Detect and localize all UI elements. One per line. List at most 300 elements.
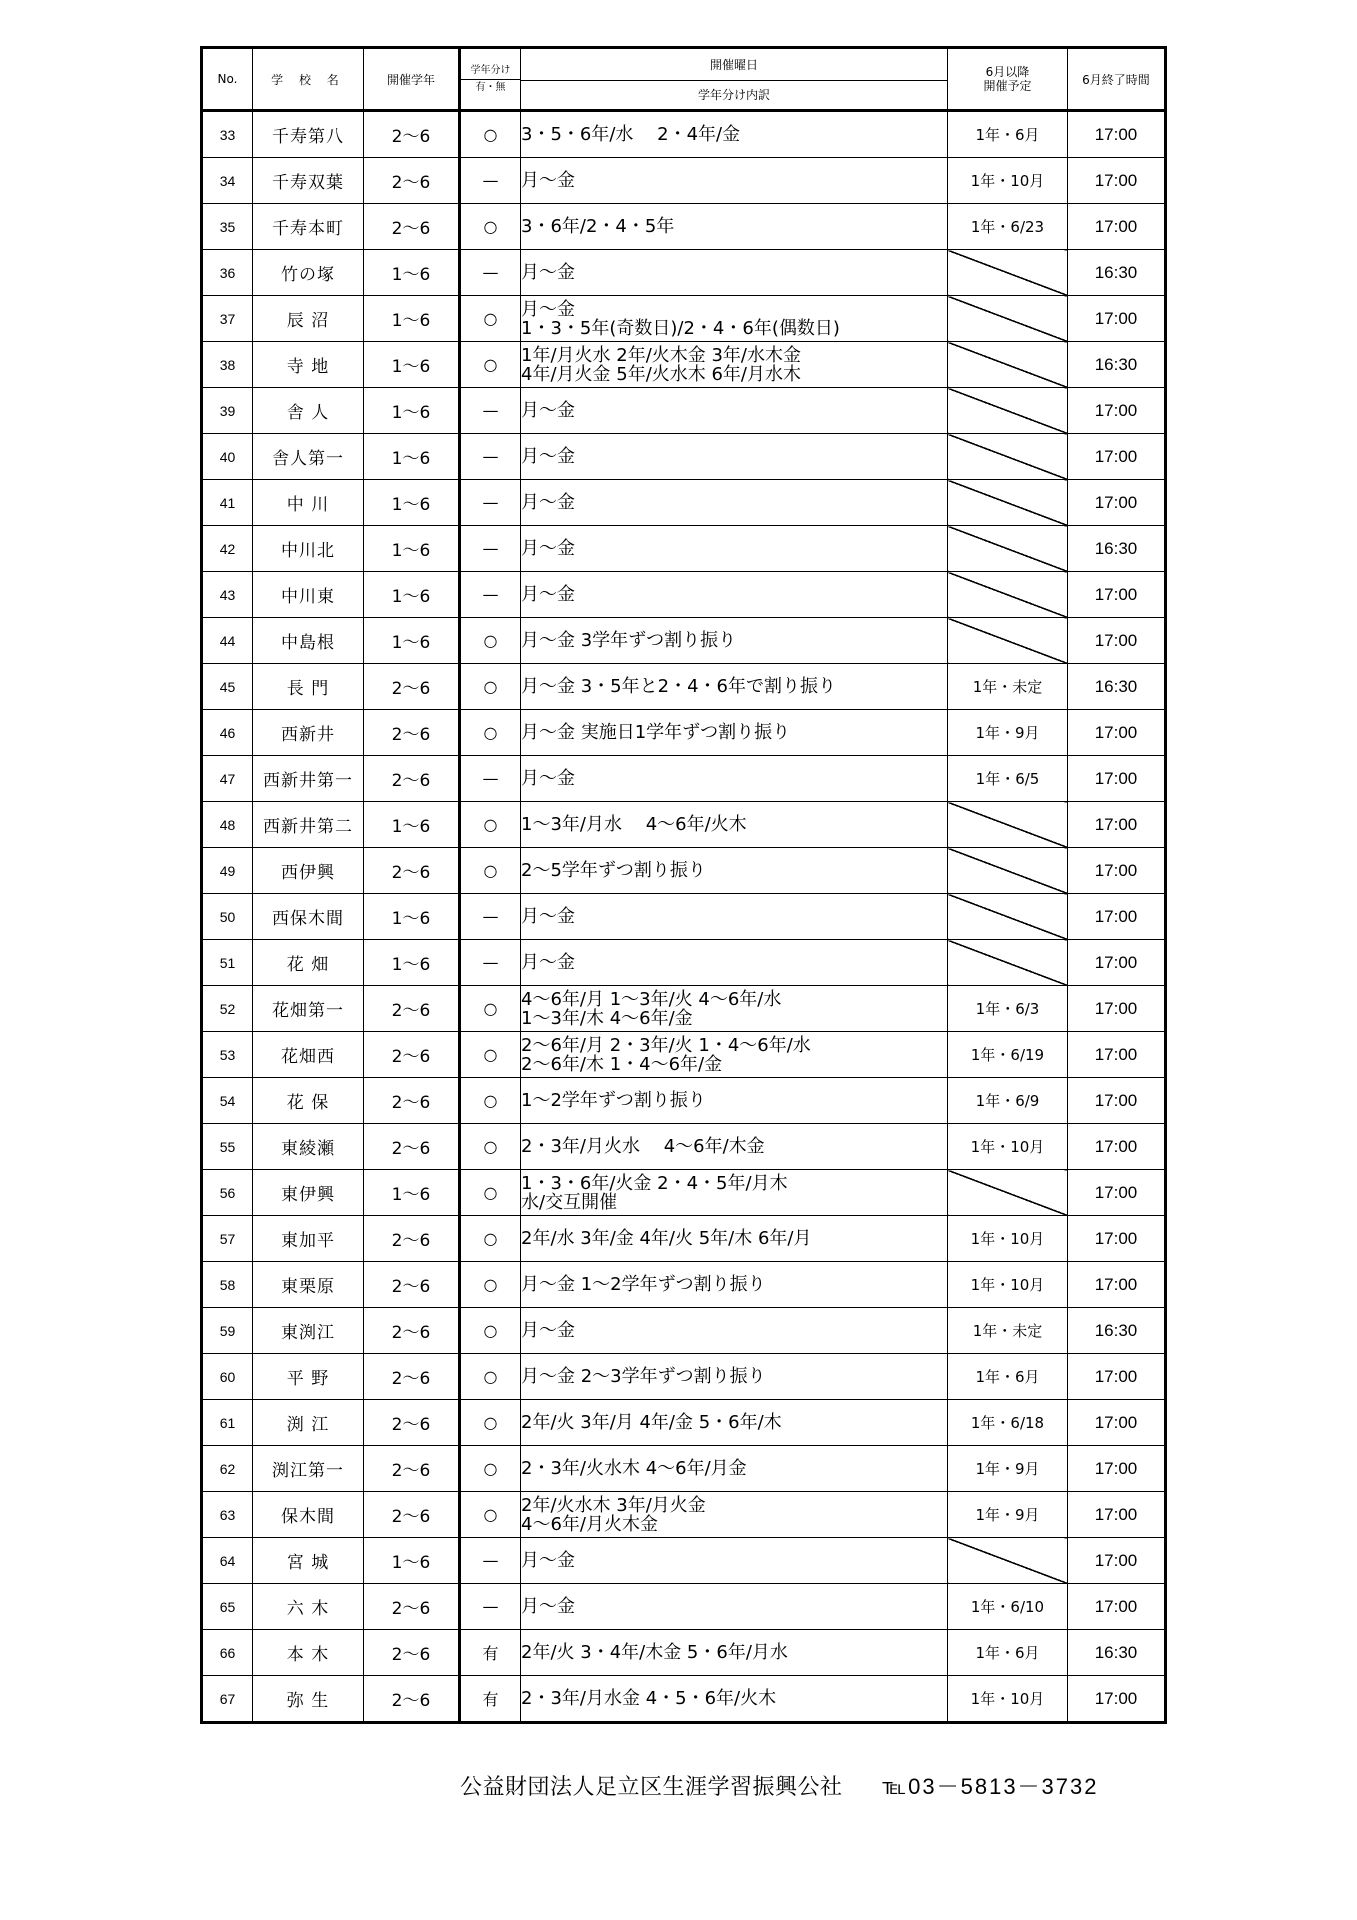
table-row bbox=[202, 1584, 1166, 1630]
grade-split-mark: ○ bbox=[460, 1354, 521, 1400]
schedule-detail-line1: 2年/火 3年/月 4年/金 5・6年/木 bbox=[521, 1412, 782, 1433]
grade-range: 2～6 bbox=[364, 986, 460, 1032]
header-row bbox=[202, 48, 1166, 111]
grade-range: 1～6 bbox=[364, 342, 460, 388]
school-name: 東綾瀬 bbox=[253, 1124, 364, 1170]
row-number: 38 bbox=[202, 342, 253, 388]
end-time: 17:00 bbox=[1068, 434, 1166, 480]
grade-split-mark: ○ bbox=[460, 618, 521, 664]
schedule-detail bbox=[521, 1354, 948, 1400]
grade-split-mark: ○ bbox=[460, 1262, 521, 1308]
table-row bbox=[202, 1308, 1166, 1354]
table-row bbox=[202, 158, 1166, 204]
schedule-detail bbox=[521, 204, 948, 250]
header-grade: 開催学年 bbox=[364, 48, 460, 111]
grade-split-mark: ○ bbox=[460, 802, 521, 848]
end-time: 17:00 bbox=[1068, 1676, 1166, 1723]
first-grade-plan-empty bbox=[948, 894, 1068, 940]
first-grade-plan-empty bbox=[948, 434, 1068, 480]
grade-range: 1～6 bbox=[364, 388, 460, 434]
first-grade-plan-empty bbox=[948, 342, 1068, 388]
schedule-detail-line1: 2～6年/月 2・3年/火 1・4～6年/水 bbox=[521, 1034, 811, 1056]
first-grade-plan-empty bbox=[948, 1538, 1068, 1584]
end-time: 17:00 bbox=[1068, 388, 1166, 434]
school-name: 東加平 bbox=[253, 1216, 364, 1262]
first-grade-plan-empty bbox=[948, 480, 1068, 526]
end-time: 17:00 bbox=[1068, 572, 1166, 618]
first-grade-plan: 1年・9月 bbox=[948, 710, 1068, 756]
school-name: 東渕江 bbox=[253, 1308, 364, 1354]
schedule-detail-line1: 月～金 実施日1学年ずつ割り振り bbox=[521, 722, 791, 743]
schedule-detail bbox=[521, 1584, 948, 1630]
row-number: 47 bbox=[202, 756, 253, 802]
schedule-detail-line1: 月～金 bbox=[521, 584, 575, 605]
header-days-top: 開催曜日 bbox=[521, 50, 947, 81]
header-split-bottom: 有・無 bbox=[475, 81, 506, 93]
table-row bbox=[202, 848, 1166, 894]
end-time: 17:00 bbox=[1068, 756, 1166, 802]
grade-split-mark: ○ bbox=[460, 1492, 521, 1538]
first-grade-plan-empty bbox=[948, 388, 1068, 434]
grade-range: 1～6 bbox=[364, 250, 460, 296]
grade-range: 2～6 bbox=[364, 1446, 460, 1492]
footer-org: 公益財団法人足立区生涯学習振興公社 bbox=[460, 1775, 843, 1800]
table-body bbox=[202, 111, 1166, 1723]
first-grade-plan: 1年・6/19 bbox=[948, 1032, 1068, 1078]
first-grade-plan: 1年・6/18 bbox=[948, 1400, 1068, 1446]
end-time: 17:00 bbox=[1068, 1262, 1166, 1308]
schedule-detail-line1: 2～5学年ずつ割り振り bbox=[521, 860, 706, 881]
schedule-detail-line2: 4～6年/月火木金 bbox=[521, 1513, 658, 1535]
school-name: 東栗原 bbox=[253, 1262, 364, 1308]
school-name: 中川北 bbox=[253, 526, 364, 572]
row-number: 67 bbox=[202, 1676, 253, 1723]
first-grade-plan: 1年・6/3 bbox=[948, 986, 1068, 1032]
table-row bbox=[202, 1262, 1166, 1308]
school-name: 竹の塚 bbox=[253, 250, 364, 296]
first-grade-plan-empty bbox=[948, 848, 1068, 894]
first-grade-plan: 1年・6月 bbox=[948, 1354, 1068, 1400]
school-name: 千寿第八 bbox=[253, 111, 364, 158]
first-grade-plan-empty bbox=[948, 572, 1068, 618]
header-school-label: 学 校 名 bbox=[271, 72, 345, 87]
row-number: 54 bbox=[202, 1078, 253, 1124]
table-row bbox=[202, 1124, 1166, 1170]
schedule-detail-line2: 1～3年/木 4～6年/金 bbox=[521, 1007, 693, 1029]
schedule-detail bbox=[521, 1032, 948, 1078]
first-grade-plan: 1年・10月 bbox=[948, 1216, 1068, 1262]
first-grade-plan: 1年・6月 bbox=[948, 111, 1068, 158]
grade-range: 2～6 bbox=[364, 1676, 460, 1723]
schedule-detail-line1: 2・3年/火水木 4～6年/月金 bbox=[521, 1458, 747, 1479]
schedule-detail-line1: 3・5・6年/水 2・4年/金 bbox=[521, 124, 741, 145]
schedule-detail-line1: 月～金 bbox=[521, 906, 575, 927]
table-row bbox=[202, 1078, 1166, 1124]
grade-split-mark: ○ bbox=[460, 1400, 521, 1446]
row-number: 59 bbox=[202, 1308, 253, 1354]
row-number: 62 bbox=[202, 1446, 253, 1492]
grade-range: 2～6 bbox=[364, 756, 460, 802]
first-grade-plan-empty bbox=[948, 526, 1068, 572]
end-time: 17:00 bbox=[1068, 1032, 1166, 1078]
first-grade-plan-empty bbox=[948, 250, 1068, 296]
first-grade-plan: 1年・10月 bbox=[948, 158, 1068, 204]
end-time: 17:00 bbox=[1068, 1538, 1166, 1584]
grade-range: 2～6 bbox=[364, 1354, 460, 1400]
schedule-detail-line1: 4～6年/月 1～3年/火 4～6年/水 bbox=[521, 988, 782, 1010]
end-time: 16:30 bbox=[1068, 664, 1166, 710]
school-name: 西保木間 bbox=[253, 894, 364, 940]
row-number: 46 bbox=[202, 710, 253, 756]
row-number: 55 bbox=[202, 1124, 253, 1170]
end-time: 16:30 bbox=[1068, 342, 1166, 388]
table-row bbox=[202, 986, 1166, 1032]
row-number: 43 bbox=[202, 572, 253, 618]
table-row bbox=[202, 526, 1166, 572]
schedule-detail bbox=[521, 756, 948, 802]
school-name: 平 野 bbox=[253, 1354, 364, 1400]
schedule-detail-line2: 2～6年/木 1・4～6年/金 bbox=[521, 1053, 723, 1075]
end-time: 17:00 bbox=[1068, 1446, 1166, 1492]
schedule-detail bbox=[521, 158, 948, 204]
schedule-detail-line1: 1年/月火水 2年/火木金 3年/水木金 bbox=[521, 344, 801, 366]
grade-range: 1～6 bbox=[364, 1538, 460, 1584]
schedule-detail bbox=[521, 111, 948, 158]
grade-split-mark: — bbox=[460, 1584, 521, 1630]
row-number: 41 bbox=[202, 480, 253, 526]
school-name: 本 木 bbox=[253, 1630, 364, 1676]
first-grade-plan-empty bbox=[948, 1170, 1068, 1216]
schedule-detail-line1: 月～金 2～3学年ずつ割り振り bbox=[521, 1366, 766, 1387]
grade-range: 2～6 bbox=[364, 1308, 460, 1354]
grade-range: 2～6 bbox=[364, 1584, 460, 1630]
table-row bbox=[202, 296, 1166, 342]
schedule-detail bbox=[521, 572, 948, 618]
schedule-detail-line1: 月～金 bbox=[521, 1596, 575, 1617]
table-row bbox=[202, 1354, 1166, 1400]
row-number: 53 bbox=[202, 1032, 253, 1078]
grade-range: 1～6 bbox=[364, 1170, 460, 1216]
end-time: 16:30 bbox=[1068, 1630, 1166, 1676]
grade-split-mark: ○ bbox=[460, 296, 521, 342]
schedule-detail bbox=[521, 1308, 948, 1354]
header-end-time: 6月終了時間 bbox=[1068, 48, 1166, 111]
grade-range: 1～6 bbox=[364, 572, 460, 618]
row-number: 34 bbox=[202, 158, 253, 204]
table-row bbox=[202, 204, 1166, 250]
grade-split-mark: — bbox=[460, 250, 521, 296]
row-number: 60 bbox=[202, 1354, 253, 1400]
end-time: 17:00 bbox=[1068, 1216, 1166, 1262]
table-row bbox=[202, 572, 1166, 618]
school-name: 辰 沼 bbox=[253, 296, 364, 342]
school-name: 寺 地 bbox=[253, 342, 364, 388]
table-row bbox=[202, 1400, 1166, 1446]
schedule-detail-line1: 月～金 bbox=[521, 1550, 575, 1571]
row-number: 37 bbox=[202, 296, 253, 342]
table-row bbox=[202, 618, 1166, 664]
schedule-detail-line1: 1・3・6年/火金 2・4・5年/月木 bbox=[521, 1172, 788, 1194]
row-number: 39 bbox=[202, 388, 253, 434]
grade-range: 1～6 bbox=[364, 802, 460, 848]
table-row bbox=[202, 342, 1166, 388]
end-time: 17:00 bbox=[1068, 894, 1166, 940]
grade-range: 2～6 bbox=[364, 710, 460, 756]
schedule-detail-line1: 月～金 bbox=[521, 538, 575, 559]
header-plan-line2: 開催予定 bbox=[983, 79, 1032, 93]
table-row bbox=[202, 1676, 1166, 1723]
grade-split-mark: — bbox=[460, 940, 521, 986]
grade-range: 1～6 bbox=[364, 618, 460, 664]
grade-split-mark: ○ bbox=[460, 342, 521, 388]
grade-range: 2～6 bbox=[364, 848, 460, 894]
grade-split-mark: — bbox=[460, 526, 521, 572]
grade-range: 2～6 bbox=[364, 1630, 460, 1676]
schedule-detail bbox=[521, 1262, 948, 1308]
header-split bbox=[460, 48, 521, 111]
grade-range: 1～6 bbox=[364, 526, 460, 572]
schedule-detail-line1: 月～金 bbox=[521, 298, 575, 320]
first-grade-plan: 1年・10月 bbox=[948, 1676, 1068, 1723]
schedule-detail-line1: 3・6年/2・4・5年 bbox=[521, 216, 675, 237]
grade-range: 1～6 bbox=[364, 296, 460, 342]
table-row bbox=[202, 1446, 1166, 1492]
grade-split-mark: ○ bbox=[460, 986, 521, 1032]
grade-split-mark: 有 bbox=[460, 1676, 521, 1723]
schedule-detail-line1: 月～金 3・5年と2・4・6年で割り振り bbox=[521, 676, 836, 697]
school-name: 舎人第一 bbox=[253, 434, 364, 480]
first-grade-plan: 1年・6/9 bbox=[948, 1078, 1068, 1124]
school-name: 中島根 bbox=[253, 618, 364, 664]
grade-range: 2～6 bbox=[364, 1078, 460, 1124]
grade-split-mark: ○ bbox=[460, 1308, 521, 1354]
table-row bbox=[202, 756, 1166, 802]
school-name: 中川東 bbox=[253, 572, 364, 618]
schedule-detail bbox=[521, 1676, 948, 1723]
first-grade-plan: 1年・6月 bbox=[948, 1630, 1068, 1676]
table-row bbox=[202, 802, 1166, 848]
schedule-detail-line2: 水/交互開催 bbox=[521, 1191, 618, 1213]
end-time: 17:00 bbox=[1068, 158, 1166, 204]
school-name: 弥 生 bbox=[253, 1676, 364, 1723]
row-number: 42 bbox=[202, 526, 253, 572]
table-row bbox=[202, 1630, 1166, 1676]
row-number: 65 bbox=[202, 1584, 253, 1630]
schedule-detail-line1: 月～金 1～2学年ずつ割り振り bbox=[521, 1274, 766, 1295]
schedule-detail bbox=[521, 1630, 948, 1676]
grade-range: 2～6 bbox=[364, 1216, 460, 1262]
grade-split-mark: ○ bbox=[460, 204, 521, 250]
row-number: 40 bbox=[202, 434, 253, 480]
schedule-detail-line1: 月～金 bbox=[521, 262, 575, 283]
schedule-table bbox=[200, 46, 1167, 1724]
header-plan-line1: 6月以降 bbox=[985, 65, 1030, 79]
grade-range: 2～6 bbox=[364, 664, 460, 710]
table-row bbox=[202, 1538, 1166, 1584]
end-time: 17:00 bbox=[1068, 111, 1166, 158]
schedule-detail-line1: 月～金 bbox=[521, 952, 575, 973]
first-grade-plan: 1年・10月 bbox=[948, 1124, 1068, 1170]
row-number: 61 bbox=[202, 1400, 253, 1446]
end-time: 17:00 bbox=[1068, 710, 1166, 756]
row-number: 66 bbox=[202, 1630, 253, 1676]
schedule-detail bbox=[521, 296, 948, 342]
header-school bbox=[253, 48, 364, 111]
table-row bbox=[202, 480, 1166, 526]
grade-split-mark: — bbox=[460, 756, 521, 802]
schedule-detail-line1: 2・3年/月水金 4・5・6年/火木 bbox=[521, 1688, 777, 1709]
end-time: 17:00 bbox=[1068, 296, 1166, 342]
first-grade-plan-empty bbox=[948, 802, 1068, 848]
header-days bbox=[521, 48, 948, 111]
schedule-detail bbox=[521, 1446, 948, 1492]
schedule-detail bbox=[521, 388, 948, 434]
school-name: 花 保 bbox=[253, 1078, 364, 1124]
table-row bbox=[202, 1032, 1166, 1078]
table-row bbox=[202, 710, 1166, 756]
grade-split-mark: ○ bbox=[460, 1124, 521, 1170]
school-name: 保木間 bbox=[253, 1492, 364, 1538]
schedule-detail-line1: 2年/水 3年/金 4年/火 5年/木 6年/月 bbox=[521, 1228, 812, 1249]
end-time: 17:00 bbox=[1068, 1492, 1166, 1538]
row-number: 33 bbox=[202, 111, 253, 158]
first-grade-plan: 1年・6/5 bbox=[948, 756, 1068, 802]
school-name: 渕 江 bbox=[253, 1400, 364, 1446]
end-time: 17:00 bbox=[1068, 802, 1166, 848]
schedule-detail bbox=[521, 1170, 948, 1216]
schedule-detail-line2: 1・3・5年(奇数日)/2・4・6年(偶数日) bbox=[521, 317, 840, 339]
schedule-detail-line1: 1～2学年ずつ割り振り bbox=[521, 1090, 706, 1111]
first-grade-plan: 1年・9月 bbox=[948, 1446, 1068, 1492]
schedule-detail bbox=[521, 250, 948, 296]
row-number: 64 bbox=[202, 1538, 253, 1584]
school-name: 長 門 bbox=[253, 664, 364, 710]
grade-split-mark: ○ bbox=[460, 1446, 521, 1492]
schedule-detail bbox=[521, 710, 948, 756]
first-grade-plan: 1年・9月 bbox=[948, 1492, 1068, 1538]
grade-range: 1～6 bbox=[364, 894, 460, 940]
end-time: 16:30 bbox=[1068, 1308, 1166, 1354]
school-name: 花畑第一 bbox=[253, 986, 364, 1032]
school-name: 宮 城 bbox=[253, 1538, 364, 1584]
row-number: 52 bbox=[202, 986, 253, 1032]
end-time: 17:00 bbox=[1068, 1078, 1166, 1124]
schedule-detail bbox=[521, 1078, 948, 1124]
row-number: 48 bbox=[202, 802, 253, 848]
school-name: 西伊興 bbox=[253, 848, 364, 894]
first-grade-plan-empty bbox=[948, 618, 1068, 664]
schedule-detail bbox=[521, 1492, 948, 1538]
first-grade-plan: 1年・未定 bbox=[948, 664, 1068, 710]
row-number: 36 bbox=[202, 250, 253, 296]
row-number: 51 bbox=[202, 940, 253, 986]
table-row bbox=[202, 1170, 1166, 1216]
grade-split-mark: ○ bbox=[460, 111, 521, 158]
school-name: 舎 人 bbox=[253, 388, 364, 434]
header-plan bbox=[948, 48, 1068, 111]
school-name: 東伊興 bbox=[253, 1170, 364, 1216]
table-row bbox=[202, 894, 1166, 940]
header-split-divider bbox=[461, 79, 520, 80]
schedule-detail bbox=[521, 480, 948, 526]
grade-split-mark: — bbox=[460, 434, 521, 480]
school-name: 千寿双葉 bbox=[253, 158, 364, 204]
first-grade-plan: 1年・6/23 bbox=[948, 204, 1068, 250]
school-name: 花畑西 bbox=[253, 1032, 364, 1078]
grade-split-mark: ○ bbox=[460, 1032, 521, 1078]
first-grade-plan-empty bbox=[948, 296, 1068, 342]
row-number: 56 bbox=[202, 1170, 253, 1216]
grade-split-mark: — bbox=[460, 480, 521, 526]
schedule-detail bbox=[521, 434, 948, 480]
grade-range: 2～6 bbox=[364, 158, 460, 204]
schedule-detail bbox=[521, 342, 948, 388]
schedule-detail-line1: 月～金 bbox=[521, 492, 575, 513]
schedule-detail bbox=[521, 1124, 948, 1170]
schedule-detail-line1: 2年/火 3・4年/木金 5・6年/月水 bbox=[521, 1642, 788, 1663]
row-number: 35 bbox=[202, 204, 253, 250]
schedule-detail-line1: 月～金 bbox=[521, 400, 575, 421]
schedule-detail bbox=[521, 848, 948, 894]
end-time: 17:00 bbox=[1068, 618, 1166, 664]
grade-range: 1～6 bbox=[364, 940, 460, 986]
first-grade-plan: 1年・6/10 bbox=[948, 1584, 1068, 1630]
schedule-detail-line1: 月～金 bbox=[521, 446, 575, 467]
schedule-detail-line1: 1～3年/月水 4～6年/火木 bbox=[521, 814, 747, 835]
end-time: 16:30 bbox=[1068, 526, 1166, 572]
end-time: 17:00 bbox=[1068, 1584, 1166, 1630]
school-name: 六 木 bbox=[253, 1584, 364, 1630]
schedule-detail bbox=[521, 940, 948, 986]
table-row bbox=[202, 434, 1166, 480]
end-time: 17:00 bbox=[1068, 1354, 1166, 1400]
grade-range: 2～6 bbox=[364, 1400, 460, 1446]
grade-split-mark: — bbox=[460, 158, 521, 204]
schedule-detail-line2: 4年/月火金 5年/火水木 6年/月水木 bbox=[521, 363, 801, 385]
row-number: 63 bbox=[202, 1492, 253, 1538]
header-no: No. bbox=[202, 48, 253, 111]
grade-range: 2～6 bbox=[364, 1262, 460, 1308]
table-row bbox=[202, 664, 1166, 710]
school-name: 千寿本町 bbox=[253, 204, 364, 250]
grade-split-mark: — bbox=[460, 572, 521, 618]
row-number: 58 bbox=[202, 1262, 253, 1308]
table-row bbox=[202, 250, 1166, 296]
grade-range: 2～6 bbox=[364, 204, 460, 250]
grade-split-mark: ○ bbox=[460, 710, 521, 756]
end-time: 17:00 bbox=[1068, 1400, 1166, 1446]
end-time: 17:00 bbox=[1068, 986, 1166, 1032]
end-time: 17:00 bbox=[1068, 1170, 1166, 1216]
schedule-detail bbox=[521, 1216, 948, 1262]
schedule-detail bbox=[521, 526, 948, 572]
first-grade-plan: 1年・10月 bbox=[948, 1262, 1068, 1308]
grade-split-mark: ○ bbox=[460, 1170, 521, 1216]
grade-split-mark: — bbox=[460, 1538, 521, 1584]
table-row bbox=[202, 1492, 1166, 1538]
grade-split-mark: ○ bbox=[460, 848, 521, 894]
row-number: 50 bbox=[202, 894, 253, 940]
grade-split-mark: ○ bbox=[460, 1216, 521, 1262]
schedule-detail-line1: 2・3年/月火水 4～6年/木金 bbox=[521, 1136, 765, 1157]
schedule-detail-line1: 2年/火水木 3年/月火金 bbox=[521, 1494, 706, 1516]
grade-split-mark: — bbox=[460, 894, 521, 940]
schedule-detail bbox=[521, 894, 948, 940]
grade-split-mark: ○ bbox=[460, 664, 521, 710]
grade-range: 2～6 bbox=[364, 1124, 460, 1170]
end-time: 17:00 bbox=[1068, 204, 1166, 250]
schedule-detail bbox=[521, 986, 948, 1032]
